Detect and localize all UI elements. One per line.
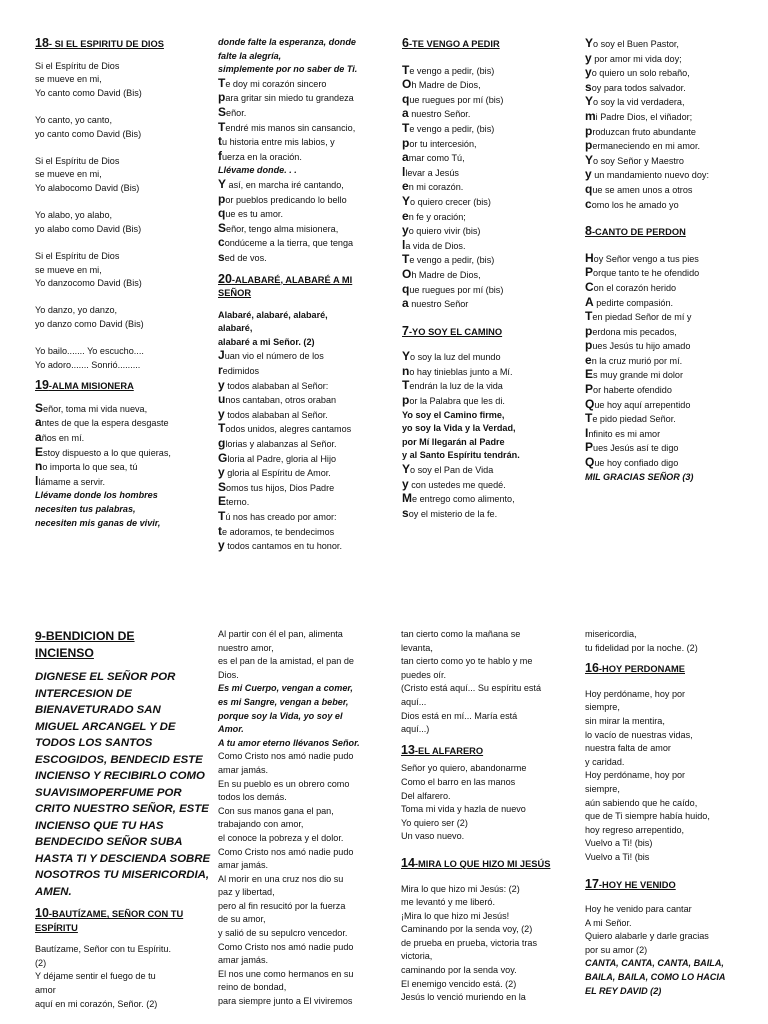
- lyric-line: de su amor,: [218, 914, 266, 925]
- lyric-line: Al partir con él el pan, alimenta: [218, 629, 343, 639]
- lyric-line: Con el corazón herido: [585, 279, 677, 294]
- lyric-line: yo canto como David (Bis): [35, 128, 142, 139]
- column-8: [585, 628, 760, 998]
- lyric-line: tu fidelidad por la noche. (2): [585, 642, 698, 653]
- lyric-line: amar como Tú,: [402, 150, 465, 165]
- lyric-line: aquí...: [401, 696, 427, 707]
- lyric-line: yo danzo como David (Bis): [35, 318, 144, 329]
- lyric-line: antes de que la espera desgaste: [35, 415, 169, 430]
- lyric-line: Te vengo a pedir, (bis): [402, 252, 495, 267]
- hymn-10-title: 10-BAUTÍZAME, SEÑOR CON TU: [35, 906, 184, 920]
- lyric-line: Caminando por la senda voy, (2): [401, 924, 533, 935]
- lyric-line: yo alabo como David (Bis): [35, 223, 142, 234]
- blessing-9-title-line-2: INCIENSO: [35, 646, 94, 660]
- lyric-line: aún sabiendo que he caído,: [585, 797, 698, 808]
- hymn-17-title: 17-HOY HE VENIDO: [585, 876, 676, 891]
- lyric-line: HASTA TI Y DESCIENDA SOBRE: [35, 852, 211, 865]
- lyric-line: El enemigo vencido está. (2): [401, 978, 517, 989]
- lyric-line: DIGNESE EL SEÑOR POR: [35, 671, 176, 683]
- lyric-line: y caridad.: [585, 756, 625, 767]
- hymn-19-verse-3: [218, 178, 390, 266]
- lyric-line: TODOS LOS SANTOS: [35, 737, 153, 749]
- lyric-line: y un mandamiento nuevo doy:: [585, 167, 709, 182]
- lyric-line: (Cristo está aquí... Su espíritu está: [401, 683, 542, 694]
- lyric-line: victoria,: [401, 951, 433, 962]
- blessing-9-prayer: [35, 669, 210, 900]
- lyric-line: necesiten tus palabras,: [35, 504, 136, 514]
- lyric-line: por tu intercesión,: [402, 135, 477, 150]
- lyric-line: A mi Señor.: [585, 917, 632, 928]
- lyric-line: BIENAVETURADO SAN: [35, 704, 161, 716]
- lyric-line: EL REY DAVID (2): [585, 985, 662, 996]
- hymn-13-lyrics: [401, 762, 577, 844]
- lyric-line: Yo soy Señor y Maestro: [585, 152, 684, 167]
- lyric-line: como los he amado yo: [585, 196, 679, 211]
- lyric-line: Pues Jesús así te digo: [585, 440, 679, 455]
- lyric-line: Toma mi vida y hazla de nuevo: [401, 804, 526, 815]
- lyric-line: BENDECIDO SEÑOR SUBA: [35, 836, 183, 848]
- hymn-6-lyrics: [402, 64, 577, 312]
- lyric-line: mi Padre Dios, el viñador;: [585, 108, 693, 123]
- lyric-line: Yo alabocomo David (Bis): [35, 182, 140, 193]
- hymn-10-title-line-2: ESPÍRITU: [35, 922, 78, 933]
- lyric-line: alabaré,: [218, 323, 253, 334]
- lyric-line: siempre,: [585, 702, 620, 713]
- lyric-line: que ruegues por mí (bis): [402, 281, 504, 296]
- lyric-line: y con ustedes me quedé.: [402, 476, 506, 491]
- lyric-line: Yo canto como David (Bis): [35, 87, 142, 98]
- lyric-line: Hoy Señor vengo a tus pies: [585, 250, 699, 265]
- lyric-line: trabajando con amor,: [218, 819, 304, 830]
- lyric-line: es mi Sangre, vengan a beber,: [218, 696, 349, 707]
- lyric-line: Como Cristo nos amó nadie pudo: [218, 846, 354, 857]
- lyric-line: AMEN.: [35, 885, 72, 898]
- lyric-line: porque soy la Vida, yo soy el: [218, 710, 343, 721]
- lyric-line: MIGUEL ARCANGEL Y DE: [35, 720, 176, 733]
- lyric-line: Somos tus hijos, Dios Padre: [218, 479, 335, 494]
- lyric-line: a nuestro Señor: [402, 296, 469, 311]
- lyric-line: Gloria al Padre, gloria al Hijo: [218, 450, 337, 465]
- lyric-line: Como Cristo nos amó nadie pudo: [218, 751, 354, 762]
- lyric-line: nuestra falta de amor: [585, 743, 671, 754]
- lyric-line: A tu amor eterno llévanos Señor.: [218, 737, 360, 748]
- lyric-line: Como Cristo nos amó nadie pudo: [218, 941, 354, 952]
- lyric-line: Que hoy aquí arrepentido: [585, 396, 691, 411]
- lyric-line: Te vengo a pedir, (bis): [402, 62, 495, 77]
- lyric-line: Te doy mi corazón sincero: [218, 75, 327, 90]
- lyric-line: Al morir en una cruz nos dio su: [218, 873, 344, 884]
- lyric-line: Yo soy el Camino firme,: [402, 409, 505, 420]
- lyric-line: que de Ti siempre había huido,: [585, 811, 710, 822]
- lyric-line: Hoy perdóname, hoy por: [585, 770, 686, 781]
- lyric-line: siempre,: [585, 783, 620, 794]
- lyric-line: Señor yo quiero, abandonarme: [401, 763, 527, 774]
- lyric-line: Yo soy la vid verdadera,: [585, 94, 685, 109]
- lyric-line: Jesús lo venció muriendo en la: [401, 992, 526, 1003]
- lyric-line: produzcan fruto abundante: [585, 123, 696, 138]
- hymn-17-chorus: [585, 957, 760, 998]
- hymn-20-title: 20-ALABARÉ, ALABARÉ A MI: [218, 271, 353, 286]
- lyric-line: y todos alababan al Señor:: [218, 377, 329, 392]
- column-5: [35, 628, 210, 1011]
- lyric-line: [35, 141, 210, 155]
- lyric-line: Te vengo a pedir, (bis): [402, 120, 495, 135]
- lyric-line: que se amen unos a otros: [585, 181, 693, 196]
- lyric-line: Llévame donde los hombres: [35, 490, 158, 501]
- lyric-line: Si el Espíritu de Dios: [35, 155, 120, 166]
- lyric-line: Yo soy la luz del mundo: [402, 349, 501, 364]
- lyric-line: SUAVISIMOPERFUME POR: [35, 786, 182, 799]
- lyric-line: y todos cantamos en tu honor.: [218, 538, 342, 553]
- lyric-line: para siempre junto a El viviremos: [218, 996, 353, 1007]
- lyric-line: amor: [35, 984, 56, 995]
- lyric-line: pero al fin resucitó por la fuerza: [218, 900, 346, 911]
- lyric-line: por la Palabra que les di.: [402, 393, 505, 408]
- lyric-line: hoy regreso arrepentido,: [585, 824, 685, 835]
- lyric-line: A pedirte compasión.: [585, 294, 674, 309]
- lyric-line: yo quiero un solo rebaño,: [585, 65, 690, 80]
- lyric-line: Del alfarero.: [401, 790, 451, 801]
- hymn-16-title: 16-HOY PERDONAME: [585, 661, 685, 676]
- lyric-line: Dios.: [218, 669, 239, 680]
- lyric-line: donde falte la esperanza, donde: [218, 37, 356, 47]
- hymn-19-refrain-cue: Llévame donde. . .: [218, 165, 297, 176]
- lyric-line: Yo soy el Pan de Vida: [402, 462, 494, 477]
- column-1: [35, 37, 210, 530]
- lyric-line: te adoramos, te bendecimos: [218, 523, 335, 538]
- hymn-19-lyrics: [35, 402, 210, 490]
- lyric-line: Porque tanto te he ofendido: [585, 265, 700, 280]
- lyric-line: Es mi Cuerpo, vengan a comer,: [218, 683, 353, 694]
- lyric-line: Yo bailo....... Yo escucho....: [35, 346, 144, 357]
- lyric-line: falte la alegría,: [218, 50, 282, 61]
- lyric-line: todos los demás.: [218, 792, 287, 803]
- lyric-line: Amor.: [218, 724, 244, 735]
- lyric-line: Ten piedad Señor de mí y: [585, 309, 692, 324]
- hymn-7-continuation: [585, 37, 760, 212]
- lyric-line: Bautízame, Señor con tu Espíritu.: [35, 944, 171, 955]
- lyric-line: caminando por la senda voy.: [401, 965, 517, 976]
- lyric-line: Todos unidos, alegres cantamos: [218, 421, 352, 436]
- lyric-line: tan cierto como la mañana se: [401, 629, 521, 639]
- lyric-line: perdona mis pecados,: [585, 323, 677, 338]
- lyric-line: paz y libertad,: [218, 887, 275, 898]
- lyric-line: y al Santo Espíritu tendrán.: [402, 450, 520, 461]
- hymn-8-lyrics: [585, 252, 760, 471]
- lyric-line: yo quiero vivir (bis): [402, 223, 481, 238]
- hymn-6-title: 6-TE VENGO A PEDIR: [402, 36, 500, 50]
- lyric-line: años en mí.: [35, 430, 85, 445]
- lyric-line: por pueblos predicando lo bello: [218, 191, 347, 206]
- hymn-8-ending: MIL GRACIAS SEÑOR (3): [585, 471, 694, 482]
- lyric-line: que es tu amor.: [218, 206, 283, 221]
- lyric-line: yo soy la Vida y la Verdad,: [402, 423, 516, 434]
- hymn-11-chorus: [218, 682, 392, 750]
- lyric-line: Tendrán la luz de la vida: [402, 378, 503, 393]
- lyric-line: llevar a Jesús: [402, 164, 459, 179]
- lyric-line: amar jamás.: [218, 764, 269, 775]
- lyric-line: amar jamás.: [218, 860, 269, 871]
- lyric-line: Yo canto, yo canto,: [35, 114, 113, 125]
- lyric-line: aquí en mi corazón, Señor. (2): [35, 998, 158, 1009]
- lyric-line: alabaré a mi Señor. (2): [218, 336, 315, 347]
- lyric-line: Es muy grande mi dolor: [585, 367, 683, 382]
- hymn-11-verses: [218, 750, 392, 1008]
- lyric-line: que ruegues por mí (bis): [402, 91, 504, 106]
- lyric-line: el conoce la pobreza y el dolor.: [218, 832, 344, 843]
- hymn-10-lyrics: [35, 943, 210, 1011]
- column-3: [402, 37, 577, 521]
- lyric-line: Yo quiero ser (2): [401, 817, 468, 828]
- lyric-line: Yo danzo, yo danzo,: [35, 305, 118, 316]
- lyric-line: Vuelvo a Ti! (bis): [585, 838, 653, 849]
- lyric-line: es el pan de la amistad, el pan de: [218, 656, 354, 667]
- lyric-line: [35, 291, 210, 305]
- lyric-line: Juan vio el número de los: [218, 348, 324, 363]
- hymn-20-verses: [218, 349, 390, 553]
- lyric-line: se mueve en mi,: [35, 169, 102, 180]
- hymn-11-verse: [218, 628, 392, 682]
- lyric-line: misericordia,: [585, 629, 637, 639]
- lyric-line: [35, 100, 210, 114]
- lyric-line: no hay tinieblas junto a Mí.: [402, 363, 513, 378]
- lyric-line: fuerza en la oración.: [218, 148, 302, 163]
- hymn-20-title-line-2: SEÑOR: [218, 288, 252, 299]
- lyric-line: CANTA, CANTA, CANTA, BAILA,: [585, 958, 724, 969]
- lyric-line: BAILA, BAILA, COMO LO HACIA: [585, 972, 726, 983]
- lyric-line: y por amor mi vida doy;: [585, 50, 682, 65]
- lyric-line: Un vaso nuevo.: [401, 831, 465, 842]
- lyric-line: necesiten mis ganas de vivir,: [35, 517, 161, 528]
- column-4: [585, 37, 760, 484]
- lyric-line: Hoy perdóname, hoy por: [585, 688, 686, 699]
- hymn-17-lyrics: [585, 903, 760, 957]
- hymn-15-continuation: [585, 628, 760, 655]
- lyric-line: permaneciendo en mi amor.: [585, 138, 701, 153]
- lyric-line: en mi corazón.: [402, 179, 464, 194]
- lyric-line: se mueve en mi,: [35, 264, 102, 275]
- lyric-line: Oh Madre de Dios,: [402, 77, 481, 92]
- lyric-line: amar jamás.: [218, 955, 269, 966]
- lyric-line: Como el barro en las manos: [401, 776, 516, 787]
- hymn-19-refrain: [35, 489, 210, 530]
- hymn-7-chorus: [402, 409, 577, 463]
- lyric-line: INTERCESION DE: [35, 687, 132, 700]
- column-7: [401, 628, 577, 1005]
- lyric-line: Que hoy confiado digo: [585, 455, 679, 470]
- lyric-line: Me entrego como alimento,: [402, 491, 515, 506]
- lyric-line: (2): [35, 957, 47, 968]
- hymn-18-lyrics: [35, 60, 210, 373]
- lyric-line: glorias y alabanzas al Señor.: [218, 436, 337, 451]
- lyric-line: Yo alabo, yo alabo,: [35, 210, 113, 221]
- lyric-line: Yo adoro....... Sonrió.........: [35, 359, 141, 370]
- hymn-13-title: 13-EL ALFARERO: [401, 742, 484, 757]
- lyric-line: y todos alababan al Señor.: [218, 406, 328, 421]
- lyric-line: pues Jesús tu hijo amado: [585, 338, 691, 353]
- lyric-line: Tendré mis manos sin cansancio,: [218, 119, 356, 134]
- lyric-line: Mira lo que hizo mi Jesús: (2): [401, 883, 520, 894]
- lyric-line: Infinito es mi amor: [585, 425, 661, 440]
- lyric-line: reino de bondad,: [218, 982, 287, 993]
- hymn-7-verse-2: [402, 463, 577, 521]
- lyric-line: se mueve en mi,: [35, 74, 102, 85]
- hymn-19-verse-2: [218, 77, 390, 165]
- lyric-line: Estoy dispuesto a lo que quieras,: [35, 444, 171, 459]
- lyric-line: tan cierto como yo te hablo y me: [401, 656, 533, 667]
- lyric-line: unos cantaban, otros oraban: [218, 392, 337, 407]
- lyric-line: En su pueblo es un obrero como: [218, 778, 350, 789]
- lyric-line: Por haberte ofendido: [585, 382, 672, 397]
- lyric-line: Si el Espíritu de Dios: [35, 250, 120, 261]
- lyric-line: de prueba en prueba, victoria tras: [401, 937, 537, 948]
- lyric-line: Vuelvo a Ti! (bis: [585, 851, 650, 862]
- hymn-16-lyrics: [585, 688, 760, 865]
- lyric-line: Señor.: [218, 104, 247, 119]
- lyric-line: NOSOTROS TU MISERICORDIA,: [35, 869, 210, 881]
- lyric-line: Y déjame sentir el fuego de tu: [35, 971, 156, 982]
- lyric-line: Tú nos has creado por amor:: [218, 509, 337, 523]
- blessing-9-title: 9-BENDICION DE: [35, 629, 135, 643]
- lyric-line: Te pido piedad Señor.: [585, 411, 676, 426]
- lyric-line: me levantó y me liberó.: [401, 897, 496, 908]
- lyric-line: condúceme a la tierra, que tenga: [218, 235, 354, 250]
- lyric-line: Hoy he venido para cantar: [585, 904, 692, 915]
- lyric-line: puedes oír.: [401, 669, 446, 680]
- lyric-line: Oh Madre de Dios,: [402, 266, 481, 281]
- hymn-14-lyrics: [401, 883, 577, 1005]
- hymn-18-title: 18- SI EL ESPIRITU DE DIOS: [35, 36, 164, 50]
- lyric-line: sed de vos.: [218, 249, 267, 264]
- lyric-line: por su amor (2): [585, 944, 648, 955]
- column-6: [218, 628, 392, 1009]
- lyric-line: a nuestro Señor.: [402, 106, 471, 121]
- hymn-20-chorus: [218, 309, 390, 350]
- column-2: [218, 36, 390, 554]
- lyric-line: no importa lo que sea, tú: [35, 459, 138, 474]
- lyric-line: INCIENSO QUE TU HAS: [35, 819, 164, 832]
- lyric-line: tu historia entre mis labios, y: [218, 134, 335, 149]
- lyric-line: llámame a servir.: [35, 473, 106, 488]
- lyric-line: Quiero alabarle y darle gracias: [585, 931, 709, 942]
- lyric-line: Yo soy el Buen Pastor,: [585, 36, 679, 50]
- hymn-19-continuation-refrain: [218, 36, 390, 77]
- lyric-line: Señor, tengo alma misionera,: [218, 220, 339, 235]
- lyric-line: nuestro amor,: [218, 642, 274, 653]
- lyric-line: CRITO NUESTRO SEÑOR, ESTE: [35, 803, 209, 815]
- hymn-19-title: 19-ALMA MISIONERA: [35, 378, 134, 393]
- lyric-line: levanta,: [401, 642, 433, 653]
- lyric-line: Eterno.: [218, 494, 250, 509]
- lyric-line: Dios está en mí... María está: [401, 710, 518, 721]
- lyric-line: El nos une como hermanos en su: [218, 968, 354, 979]
- lyric-line: aquí...): [401, 724, 430, 735]
- lyric-line: para gritar sin miedo tu grandeza: [218, 90, 354, 105]
- lyric-line: por Mí llegarán al Padre: [402, 436, 505, 447]
- lyric-line: la vida de Dios.: [402, 237, 466, 252]
- lyric-line: ¡Mira lo que hizo mi Jesús!: [401, 910, 510, 921]
- lyric-line: Con sus manos gana el pan,: [218, 805, 334, 816]
- hymn-12-continuation: [401, 628, 577, 737]
- hymn-8-title: 8-CANTO DE PERDON: [585, 224, 686, 239]
- lyric-line: Si el Espíritu de Dios: [35, 60, 120, 71]
- lyric-line: lo vacío de nuestras vidas,: [585, 729, 693, 740]
- lyric-line: en fe y oración;: [402, 208, 466, 223]
- lyric-line: Yo quiero crecer (bis): [402, 193, 491, 208]
- lyric-line: soy para todos salvador.: [585, 79, 686, 94]
- lyric-line: [35, 196, 210, 210]
- lyric-line: ESCOGIDOS, BENDECID ESTE: [35, 753, 203, 766]
- lyric-line: redimidos: [218, 363, 260, 378]
- lyric-line: y salió de su sepulcro vencedor.: [218, 928, 348, 939]
- lyric-line: INCIENSO Y RECIBIRLO COMO: [35, 770, 205, 782]
- lyric-line: Alabaré, alabaré, alabaré,: [218, 309, 328, 320]
- lyric-line: simplemente por no saber de Ti.: [218, 64, 358, 75]
- hymn-7-verse-1: [402, 350, 577, 408]
- hymn-14-title: 14-MIRA LO QUE HIZO MI JESÚS: [401, 855, 551, 870]
- lyric-line: [35, 331, 210, 345]
- hymn-7-title: 7-YO SOY EL CAMINO: [402, 323, 503, 338]
- lyric-line: soy el misterio de la fe.: [402, 505, 498, 520]
- lyric-line: en la cruz murió por mí.: [585, 352, 683, 367]
- lyric-line: [35, 236, 210, 250]
- lyric-line: sin mirar la mentira,: [585, 715, 665, 726]
- lyric-line: y gloria al Espíritu de Amor.: [218, 465, 331, 480]
- lyric-line: Yo danzocomo David (Bis): [35, 278, 142, 289]
- lyric-line: Y así, en marcha iré cantando,: [218, 176, 344, 191]
- lyric-line: Señor, toma mi vida nueva,: [35, 400, 148, 415]
